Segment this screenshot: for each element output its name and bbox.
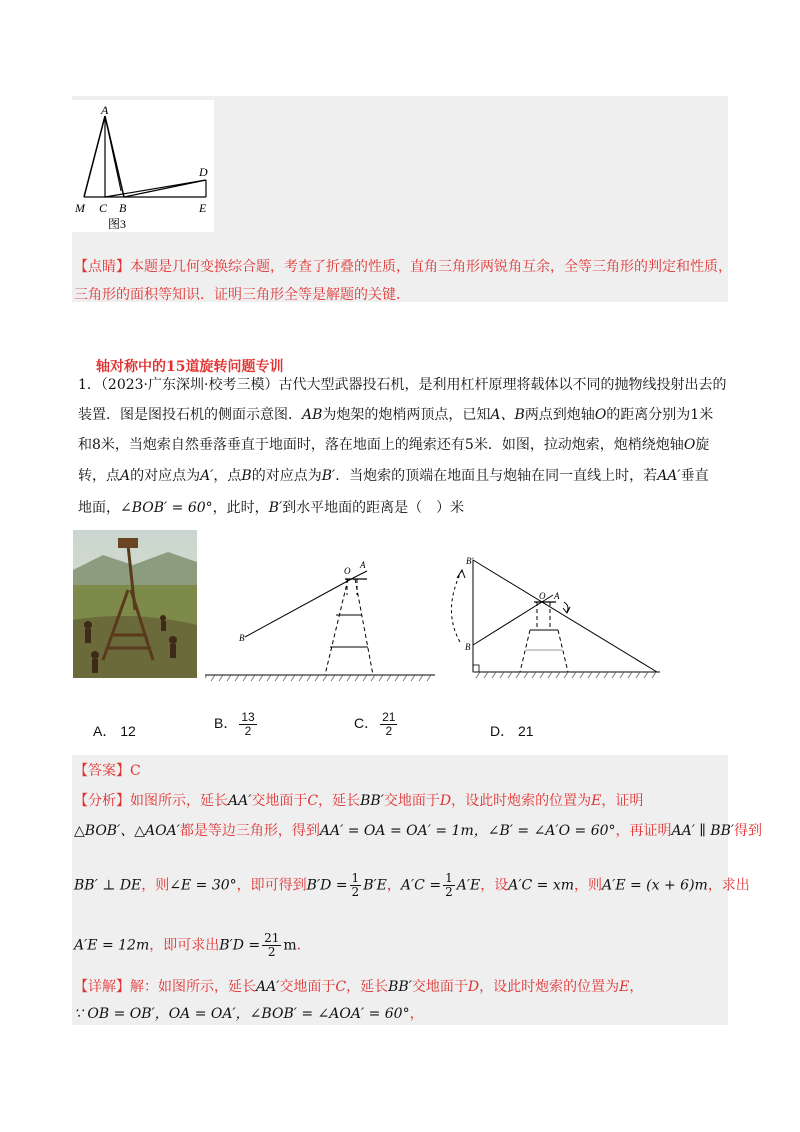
analysis-c: C [307,793,319,809]
math-aa-prime: AA′ [657,468,681,484]
analysis-3g2: A′E [456,877,481,894]
analysis-line-3 [74,872,750,899]
option-b[interactable] [214,711,259,738]
option-c[interactable] [354,711,399,738]
problem-text-4f: 垂直 [680,468,709,484]
dianjing-line1 [74,256,732,276]
analysis-2b: 都是等边三角形，得到 [179,823,320,839]
detail-line-1 [74,976,643,996]
catapult-diagram-2 [440,550,665,685]
analysis-3a: BB′ ⊥ DE [74,877,142,894]
math-ab: AB [302,407,323,423]
analysis-bb: BB′ [360,793,384,809]
section-title: 轴对称中的15道旋转问题专训 [96,359,284,375]
dianjing-text-1: 本题是几何变换综合题，考查了折叠的性质，直角三角形两锐角互余，全等三角形的判定和性质， [130,259,732,275]
problem-text-2d: 的距离分别为1米 [606,407,714,423]
math-b-prime: B′ [321,468,336,484]
option-d-label: D． [490,723,515,739]
analysis-aa: AA′ [228,793,252,809]
analysis-3f: ， [386,877,401,894]
analysis-3g: A′C = [400,877,442,894]
analysis-half-2 [443,872,455,899]
analysis-4c: B′D = [219,937,261,954]
option-c-den: 2 [385,724,393,738]
math-o-2: O [683,437,696,453]
analysis-4c2: m [283,937,297,954]
problem-text-5b: ，此时， [212,500,269,516]
f21-num: 21 [264,931,280,945]
fig3-label-a: A [101,103,109,117]
problem-line-2 [78,405,713,425]
half-num-2: 1 [445,871,453,885]
problem-text-4d: 的对应点为 [251,468,322,484]
detail-1d: 交地面于 [411,979,468,995]
problem-source: （2023·广东深圳·校考三模） [100,377,279,393]
fig1-label-b: B [239,633,245,643]
half-den-1: 2 [351,885,360,899]
analysis-2c: AA′ = OA = OA′ = 1m，∠B′ = ∠A′O = 60° [319,823,616,839]
math-b: B [241,468,252,484]
dianjing-tag: 【点睛】 [74,259,130,275]
math-angle-bob: ∠BOB′ = 60° [120,500,213,516]
analysis-3d: ，即可得到 [236,877,307,894]
analysis-3i: A′C = xm [508,877,575,894]
detail-tag: 【详解】 [74,979,130,995]
analysis-line-2 [74,820,762,840]
answer-tag: 【答案】 [74,763,130,779]
option-b-label: B． [214,715,238,732]
analysis-2d: ，再证明 [615,823,672,839]
fig3-caption: 图3 [108,217,127,231]
option-b-fraction [239,711,256,738]
detail-aa: AA′ [256,979,280,995]
analysis-2a: △BOB′、△AOA′ [74,823,180,839]
analysis-1b: 交地面于 [251,793,308,809]
detail-1a: 解：如图所示，延长 [130,979,256,995]
catapult-diagram-1 [205,555,440,685]
option-a-value: 12 [120,723,136,739]
option-d[interactable] [490,721,534,741]
option-c-num: 21 [382,710,396,724]
analysis-1a: 如图所示，延长 [130,793,228,809]
detail-1b: 交地面于 [279,979,336,995]
answer-line [74,760,141,780]
analysis-3e2: B′E [363,877,387,894]
option-c-fraction [380,711,397,738]
problem-line-5 [78,498,464,518]
option-b-num: 13 [241,710,255,724]
analysis-frac-21 [262,932,281,959]
dianjing-line2 [74,284,410,304]
analysis-3j: ，则 [574,877,603,894]
analysis-3e: B′D = [306,877,348,894]
analysis-3l: ，求出 [707,877,750,894]
math-a: A [120,468,131,484]
analysis-line-4 [74,932,311,959]
math-a-b: A、B [490,407,525,423]
problem-line-1 [78,375,726,395]
fig1-label-a: A [360,560,366,570]
detail-2: ∵ OB = OB′，OA = OA′，∠BOB′ = ∠AOA′ = 60° [74,1006,410,1022]
problem-text-4c: ，点 [213,468,242,484]
half-den-2: 2 [445,885,453,899]
option-d-value: 21 [518,723,534,739]
fig1-label-o: O [344,566,351,576]
analysis-4a: A′E = 12m [74,937,150,954]
problem-text-1: 古代大型武器投石机，是利用杠杆原理将载体以不同的抛物线投射出去的 [278,377,727,393]
problem-text-5c: 到水平地面的距离是（ ）米 [282,500,465,516]
analysis-2f: 得到 [734,823,763,839]
problem-text-2c: 两点到炮轴 [524,407,595,423]
problem-text-4e: ．当炮索的顶端在地面且与炮轴在同一直线上时，若 [335,468,658,484]
analysis-d: D [439,793,452,809]
dianjing-text-2: 三角形的面积等知识．证明三角形全等是解题的关键． [74,287,410,303]
problem-text-3a: 和8米，当炮索自然垂落垂直于地面时，落在地面上的绳索还有5米．如图，拉动炮索，炮梢绕炮轴 [78,437,684,453]
analysis-1e: ，设此时炮索的位置为 [451,793,592,809]
f21-den: 2 [267,945,276,959]
analysis-3h: ，设 [480,877,509,894]
problem-line-3 [78,435,709,455]
problem-text-2a: 装置．图是图投石机的侧面示意图． [78,407,302,423]
math-o: O [594,407,607,423]
fig3-label-c: C [99,201,108,215]
analysis-3c: ∠E = 30° [169,877,237,894]
fig3-label-d: D [199,165,208,179]
detail-line-2 [74,1003,424,1023]
catapult-photo [73,530,197,678]
detail-2end: ， [409,1006,424,1022]
problem-text-3b: 旋 [695,437,710,453]
problem-text-5a: 地面， [78,500,120,516]
detail-bb: BB′ [388,979,412,995]
problem-text-4a: 转，点 [78,468,120,484]
answer-value: C [130,763,141,779]
fig3-label-e: E [199,201,207,215]
analysis-3b: ，则 [141,877,170,894]
detail-e: E [619,979,630,995]
option-a-label: A． [93,723,117,739]
problem-number: 1． [78,377,101,393]
analysis-1c: ，延长 [318,793,361,809]
fig2-label-b: B [465,642,471,652]
problem-line-4 [78,466,709,486]
half-num-1: 1 [351,871,360,885]
fig3-label-m: M [75,201,85,215]
fig2-label-a: A [554,591,560,601]
detail-d: D [467,979,480,995]
figure-3 [72,100,214,232]
analysis-half-1 [350,872,362,899]
analysis-4b: ，即可求出 [149,937,220,954]
math-a-prime: A′ [200,468,214,484]
fig2-label-o: O [539,591,546,601]
detail-1f: ， [629,979,644,995]
analysis-3k: A′E = (x + 6)m [602,877,708,894]
option-a[interactable] [93,721,136,741]
analysis-1d: 交地面于 [383,793,440,809]
option-b-den: 2 [244,724,252,738]
detail-c: C [335,979,347,995]
option-c-label: C． [354,715,379,732]
problem-text-4b: 的对应点为 [130,468,201,484]
analysis-line-1 [74,790,643,810]
analysis-2e: AA′ ∥ BB′ [671,823,735,839]
fig2-label-b-prime: B′ [466,556,474,566]
problem-text-2b: 为炮架的炮梢两顶点，已知 [322,407,491,423]
detail-1c: ，延长 [346,979,389,995]
analysis-4d: ． [296,937,311,954]
detail-1e: ，设此时炮索的位置为 [479,979,620,995]
fig3-label-b: B [119,201,127,215]
math-b-prime-2: B′ [268,500,283,516]
analysis-e: E [591,793,602,809]
analysis-1f: ，证明 [601,793,644,809]
analysis-tag: 【分析】 [74,793,130,809]
